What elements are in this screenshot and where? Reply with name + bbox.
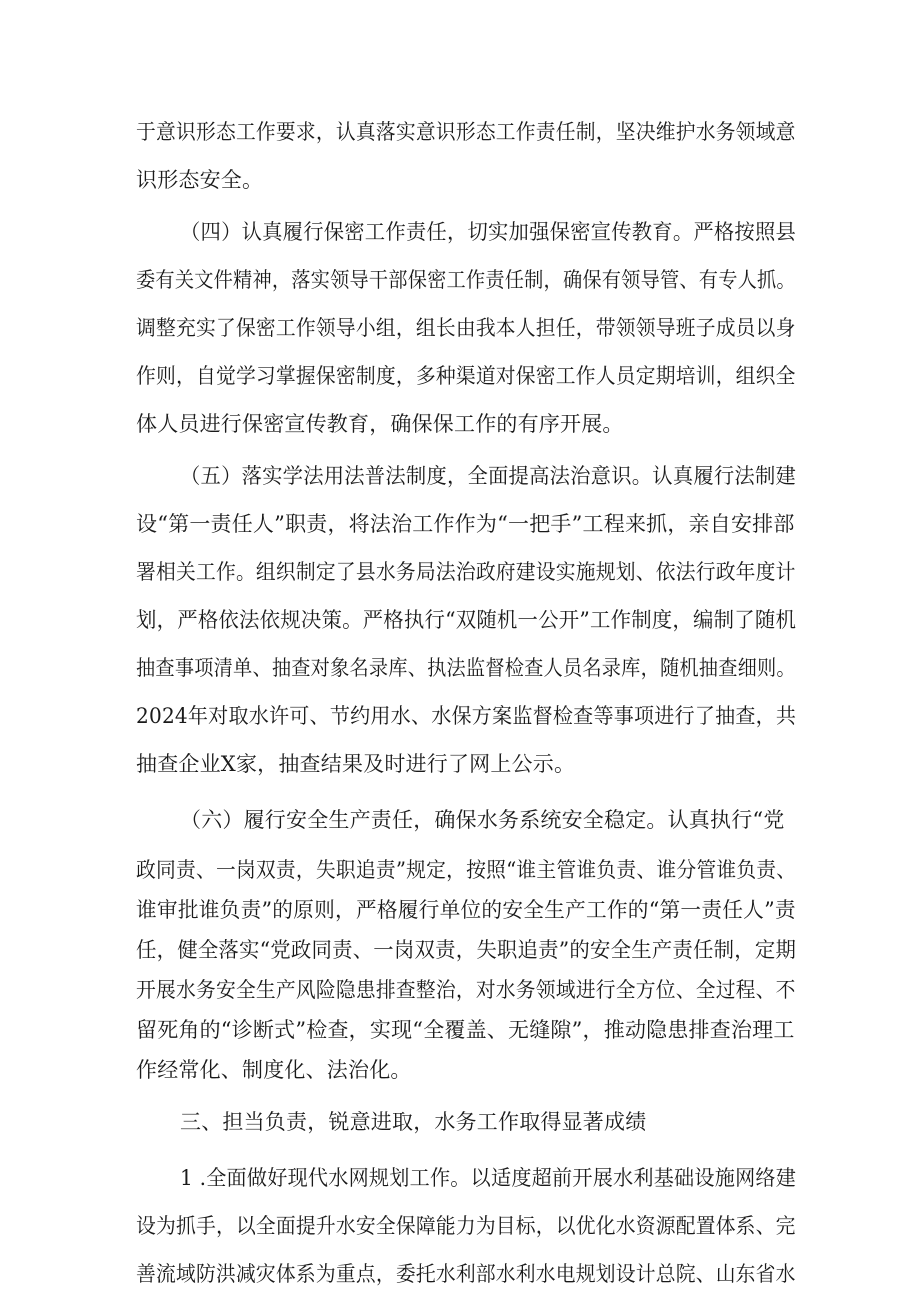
text-line: 调整充实了保密工作领导小组，组长由我本人担任，带领领导班子成员以身 [136, 316, 796, 340]
text-line: 2024年对取水许可、节约用水、水保方案监督检查等事项进行了抽查，共 [136, 704, 797, 728]
text-line: 抽查事项清单、抽查对象名录库、执法监督检查人员名录库，随机抽查细则。 [136, 656, 796, 680]
numbered-item-1: 1 .全面做好现代水网规划工作。以适度超前开展水利基础设施网络建 [180, 1166, 797, 1190]
text-line: 任，健全落实“党政同责、一岗双责，失职追责”的安全生产责任制，定期 [136, 938, 797, 962]
text-line: 设“第一责任人”职责，将法治工作作为“一把手”工程来抓，亲自安排部 [136, 512, 795, 536]
text-line: 作则，自觉学习掌握保密制度，多种渠道对保密工作人员定期培训，组织全 [136, 364, 796, 388]
paragraph-heading-5: （五）落实学法用法普法制度，全面提高法治意识。认真履行法制建 [180, 464, 797, 488]
text-line: 开展水务安全生产风险隐患排查整治，对水务领域进行全方位、全过程、不 [136, 978, 796, 1002]
text-line: 设为抓手，以全面提升水安全保障能力为目标，以优化水资源配置体系、完 [136, 1214, 796, 1238]
text-line: 留死角的“诊断式”检查，实现“全覆盖、无缝隙”，推动隐患排查治理工 [136, 1018, 795, 1042]
text-line: 善流域防洪减灾体系为重点，委托水利部水利水电规划设计总院、山东省水 [136, 1262, 796, 1286]
text-line: 于意识形态工作要求，认真落实意识形态工作责任制，坚决维护水务领域意 [136, 120, 796, 144]
section-heading-3: 三、担当负责，锐意进取，水务工作取得显著成绩 [180, 1110, 647, 1134]
text-line: 谁审批谁负责”的原则，严格履行单位的安全生产工作的“第一责任人”责 [136, 898, 796, 922]
paragraph-heading-6: （六）履行安全生产责任，确保水务系统安全稳定。认真执行“党 [180, 808, 785, 832]
text-line: 识形态安全。 [136, 168, 264, 192]
text-line: 体人员进行保密宣传教育，确保保工作的有序开展。 [136, 412, 624, 436]
text-line: 抽查企业X家，抽查结果及时进行了网上公示。 [136, 752, 576, 776]
text-line: 划，严格依法依规决策。严格执行“双随机一公开”工作制度，编制了随机 [136, 608, 797, 632]
text-line: 署相关工作。组织制定了县水务局法治政府建设实施规划、依法行政年度计 [136, 560, 796, 584]
paragraph-heading-4: （四）认真履行保密工作责任，切实加强保密宣传教育。严格按照县 [180, 220, 797, 244]
text-line: 政同责、一岗双责，失职追责”规定，按照“谁主管谁负责、谁分管谁负责、 [136, 858, 797, 882]
text-line: 委有关文件精神，落实领导干部保密工作责任制，确保有领导管、有专人抓。 [136, 268, 796, 292]
text-line: 作经常化、制度化、法治化。 [136, 1058, 412, 1082]
